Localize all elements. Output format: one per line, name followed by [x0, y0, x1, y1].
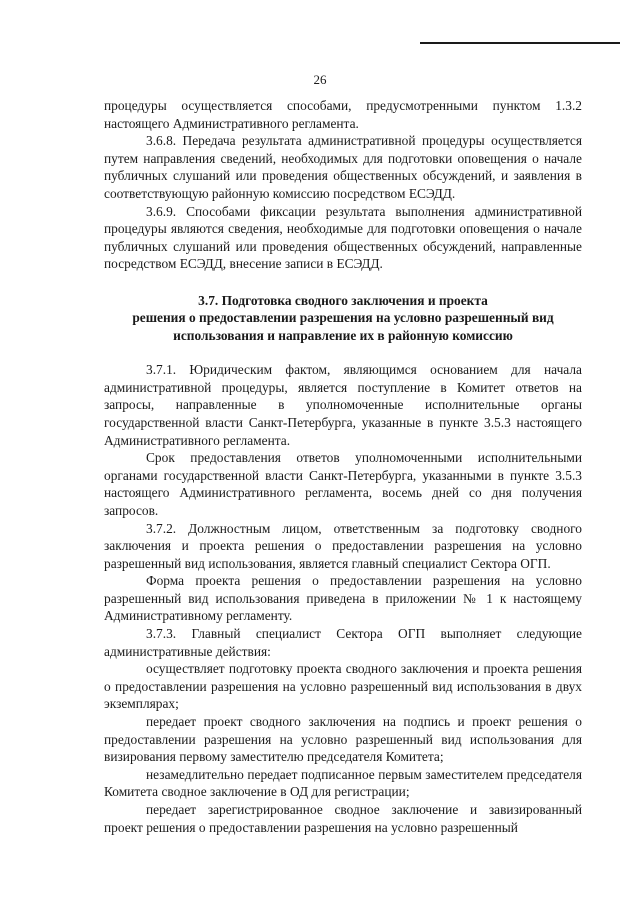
list-item-prepare-drafts: осуществляет подготовку проекта сводного заключения и проекта решения о предоставлении разрешения на условно разрешенный вид использования в двух экземплярах;: [104, 661, 582, 712]
paragraph-3-7-2: 3.7.2. Должностным лицом, ответственным за подготовку сводного заключения и проекта решения о предоставлении разрешения на условно разрешенный вид использования, является главный специалист Сектора ОГП.: [104, 520, 582, 571]
section-heading-line: решения о предоставлении разрешения на условно разрешенный вид: [132, 310, 554, 326]
paragraph-response-term: Срок предоставления ответов уполномоченными исполнительными органами государственной власти Санкт-Петербурга, указанными в пункте 3.5.3 настоящего Административного регламента, восемь дней со дня получения запросов.: [104, 450, 582, 518]
paragraph-3-7-3: 3.7.3. Главный специалист Сектора ОГП выполняет следующие административные действия:: [104, 626, 582, 659]
paragraph-continuation: процедуры осуществляется способами, предусмотренными пунктом 1.3.2 настоящего Административного регламента.: [104, 98, 582, 131]
header-rule: [420, 42, 620, 44]
section-heading-line: использования и направление их в районную комиссию: [173, 327, 513, 343]
list-item-pass-for-registration: незамедлительно передает подписанное первым заместителем председателя Комитета сводное заключение в ОД для регистрации;: [104, 766, 582, 800]
list-item-pass-for-signature: передает проект сводного заключения на подпись и проект решения о предоставлении разрешения на условно разрешенный вид использования для визирования первому заместителю председателя Комитета;: [104, 714, 582, 765]
paragraph-3-7-1: 3.7.1. Юридическим фактом, являющимся основанием для начала административной процедуры, является поступление в Комитет ответов на запросы, направленные в уполномоченные исполнительные органы государственной власти Санкт-Петербурга, указанные в пункте 3.5.3 настоящего Административного регламента.: [104, 362, 582, 448]
paragraph-3-6-8: 3.6.8. Передача результата административной процедуры осуществляется путем направления сведений, необходимых для подготовки оповещения о начале публичных слушаний или проведения общественных обсуждений, и заявления в соответствующую районную комиссию посредством ЕСЭДД.: [104, 133, 582, 201]
section-heading-3-7: [104, 292, 582, 344]
page-number: 26: [313, 72, 327, 87]
paragraph-decision-form: Форма проекта решения о предоставлении разрешения на условно разрешенный вид использования приведена в приложении № 1 к настоящему Административному регламенту.: [104, 573, 582, 624]
list-item-pass-registered: передает зарегистрированное сводное заключение и завизированный проект решения о предоставлении разрешения на условно разрешенный: [104, 802, 582, 835]
document-body: [104, 97, 582, 836]
section-heading-line: 3.7. Подготовка сводного заключения и проекта: [198, 292, 488, 308]
paragraph-3-6-9: 3.6.9. Способами фиксации результата выполнения административной процедуры являются сведения, необходимые для подготовки оповещения о начале публичных слушаний или проведения общественных обсуждений, направленные посредством ЕСЭДД, внесение записи в ЕСЭДД.: [104, 203, 582, 272]
